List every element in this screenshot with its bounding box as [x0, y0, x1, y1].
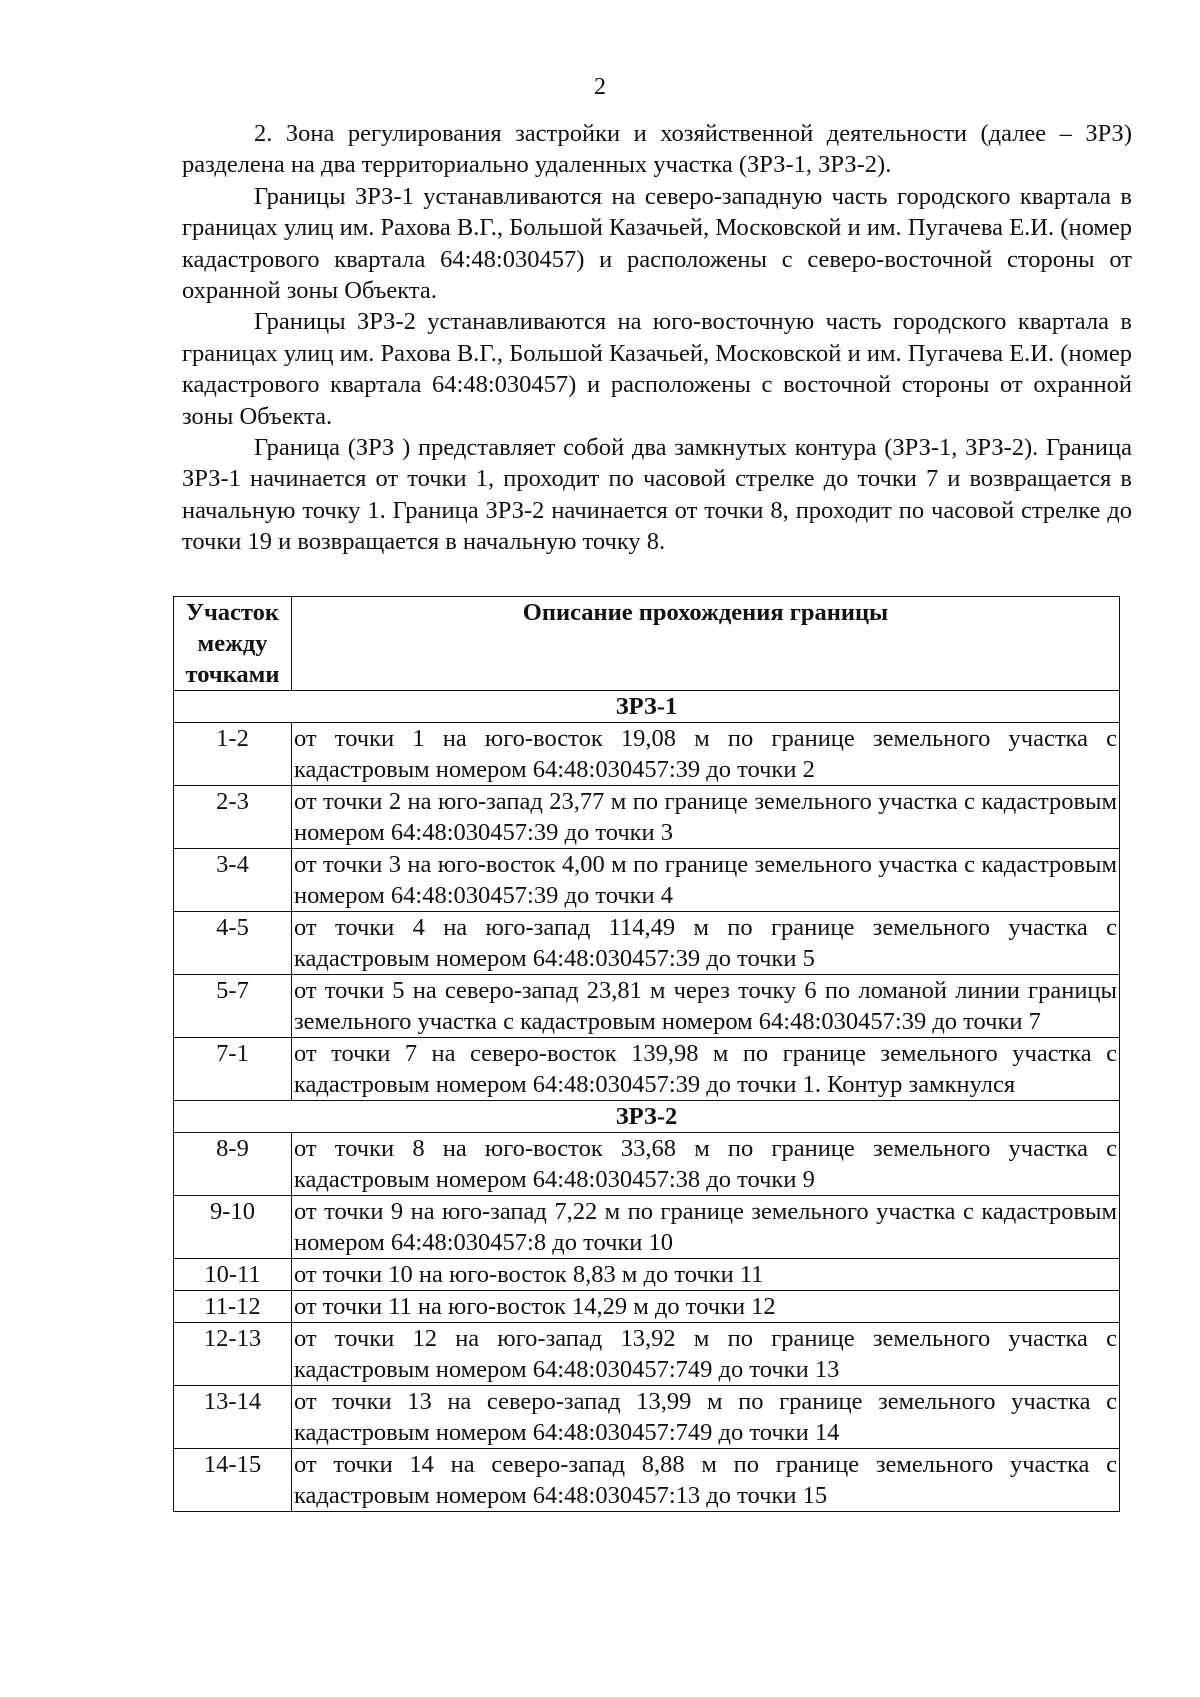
- segment-cell: 1-2: [174, 723, 292, 786]
- table-row: [174, 975, 1120, 1038]
- description-cell: от точки 8 на юго-восток 33,68 м по границе земельного участка с кадастровым номером 64:48:030457:38 до точки 9: [292, 1133, 1120, 1196]
- header-segment: Участок между точками: [174, 597, 292, 691]
- description-cell: от точки 4 на юго-запад 114,49 м по границе земельного участка с кадастровым номером 64:48:030457:39 до точки 5: [292, 912, 1120, 975]
- paragraph: Границы ЗРЗ-2 устанавливаются на юго-восточную часть городского квартала в границах улиц им. Рахова В.Г., Большой Казачьей, Московской и им. Пугачева Е.И. (номер кадастрового квартала 64:48:030457) и расположены с восточной стороны от охранной зоны Объекта.: [182, 308, 1132, 430]
- segment-cell: 14-15: [174, 1449, 292, 1512]
- zone-row: [174, 1101, 1120, 1133]
- segment-cell: 2-3: [174, 786, 292, 849]
- zone-title: ЗРЗ-1: [174, 691, 1120, 723]
- description-cell: от точки 9 на юго-запад 7,22 м по границе земельного участка с кадастровым номером 64:48:030457:8 до точки 10: [292, 1196, 1120, 1259]
- description-cell: от точки 1 на юго-восток 19,08 м по границе земельного участка с кадастровым номером 64:48:030457:39 до точки 2: [292, 723, 1120, 786]
- description-cell: от точки 10 на юго-восток 8,83 м до точки 11: [292, 1259, 1120, 1291]
- table-row: [174, 1291, 1120, 1323]
- description-cell: от точки 7 на северо-восток 139,98 м по границе земельного участка с кадастровым номером 64:48:030457:39 до точки 1. Контур замкнулся: [292, 1038, 1120, 1101]
- segment-cell: 5-7: [174, 975, 292, 1038]
- segment-cell: 3-4: [174, 849, 292, 912]
- table-row: [174, 1038, 1120, 1101]
- description-cell: от точки 12 на юго-запад 13,92 м по границе земельного участка с кадастровым номером 64:48:030457:749 до точки 13: [292, 1323, 1120, 1386]
- page-number: 2: [594, 74, 606, 100]
- table-row: [174, 723, 1120, 786]
- table-row: [174, 1133, 1120, 1196]
- table-header-row: [174, 597, 1120, 691]
- segment-cell: 7-1: [174, 1038, 292, 1101]
- table-row: [174, 1323, 1120, 1386]
- segment-cell: 9-10: [174, 1196, 292, 1259]
- table-row: [174, 1449, 1120, 1512]
- segment-cell: 12-13: [174, 1323, 292, 1386]
- boundary-table: [173, 596, 1120, 1512]
- zone-row: [174, 691, 1120, 723]
- body-text: [182, 118, 1132, 558]
- header-description: Описание прохождения границы: [292, 597, 1120, 691]
- segment-cell: 4-5: [174, 912, 292, 975]
- paragraph: 2. Зона регулирования застройки и хозяйственной деятельности (далее – ЗРЗ) разделена на два территориально удаленных участка (ЗРЗ-1, ЗРЗ-2).: [182, 120, 1132, 179]
- zone-title: ЗРЗ-2: [174, 1101, 1120, 1133]
- table-row: [174, 1196, 1120, 1259]
- segment-cell: 11-12: [174, 1291, 292, 1323]
- segment-cell: 8-9: [174, 1133, 292, 1196]
- table-row: [174, 1386, 1120, 1449]
- table-row: [174, 849, 1120, 912]
- paragraph: Граница (ЗРЗ ) представляет собой два замкнутых контура (ЗРЗ-1, ЗРЗ-2). Граница ЗРЗ-1 начинается от точки 1, проходит по часовой стрелке до точки 7 и возвращается в начальную точку 1. Граница ЗРЗ-2 начинается от точки 8, проходит по часовой стрелке до точки 19 и возвращается в начальную точку 8.: [182, 434, 1132, 556]
- table-row: [174, 912, 1120, 975]
- description-cell: от точки 14 на северо-запад 8,88 м по границе земельного участка с кадастровым номером 64:48:030457:13 до точки 15: [292, 1449, 1120, 1512]
- segment-cell: 10-11: [174, 1259, 292, 1291]
- description-cell: от точки 13 на северо-запад 13,99 м по границе земельного участка с кадастровым номером 64:48:030457:749 до точки 14: [292, 1386, 1120, 1449]
- description-cell: от точки 5 на северо-запад 23,81 м через точку 6 по ломаной линии границы земельного участка с кадастровым номером 64:48:030457:39 до точки 7: [292, 975, 1120, 1038]
- description-cell: от точки 2 на юго-запад 23,77 м по границе земельного участка с кадастровым номером 64:48:030457:39 до точки 3: [292, 786, 1120, 849]
- segment-cell: 13-14: [174, 1386, 292, 1449]
- table-row: [174, 786, 1120, 849]
- paragraph: Границы ЗРЗ-1 устанавливаются на северо-западную часть городского квартала в границах улиц им. Рахова В.Г., Большой Казачьей, Московской и им. Пугачева Е.И. (номер кадастрового квартала 64:48:030457) и расположены с северо-восточной стороны от охранной зоны Объекта.: [182, 182, 1132, 305]
- table-row: [174, 1259, 1120, 1291]
- description-cell: от точки 11 на юго-восток 14,29 м до точки 12: [292, 1291, 1120, 1323]
- table-body: [174, 691, 1120, 1512]
- description-cell: от точки 3 на юго-восток 4,00 м по границе земельного участка с кадастровым номером 64:48:030457:39 до точки 4: [292, 849, 1120, 912]
